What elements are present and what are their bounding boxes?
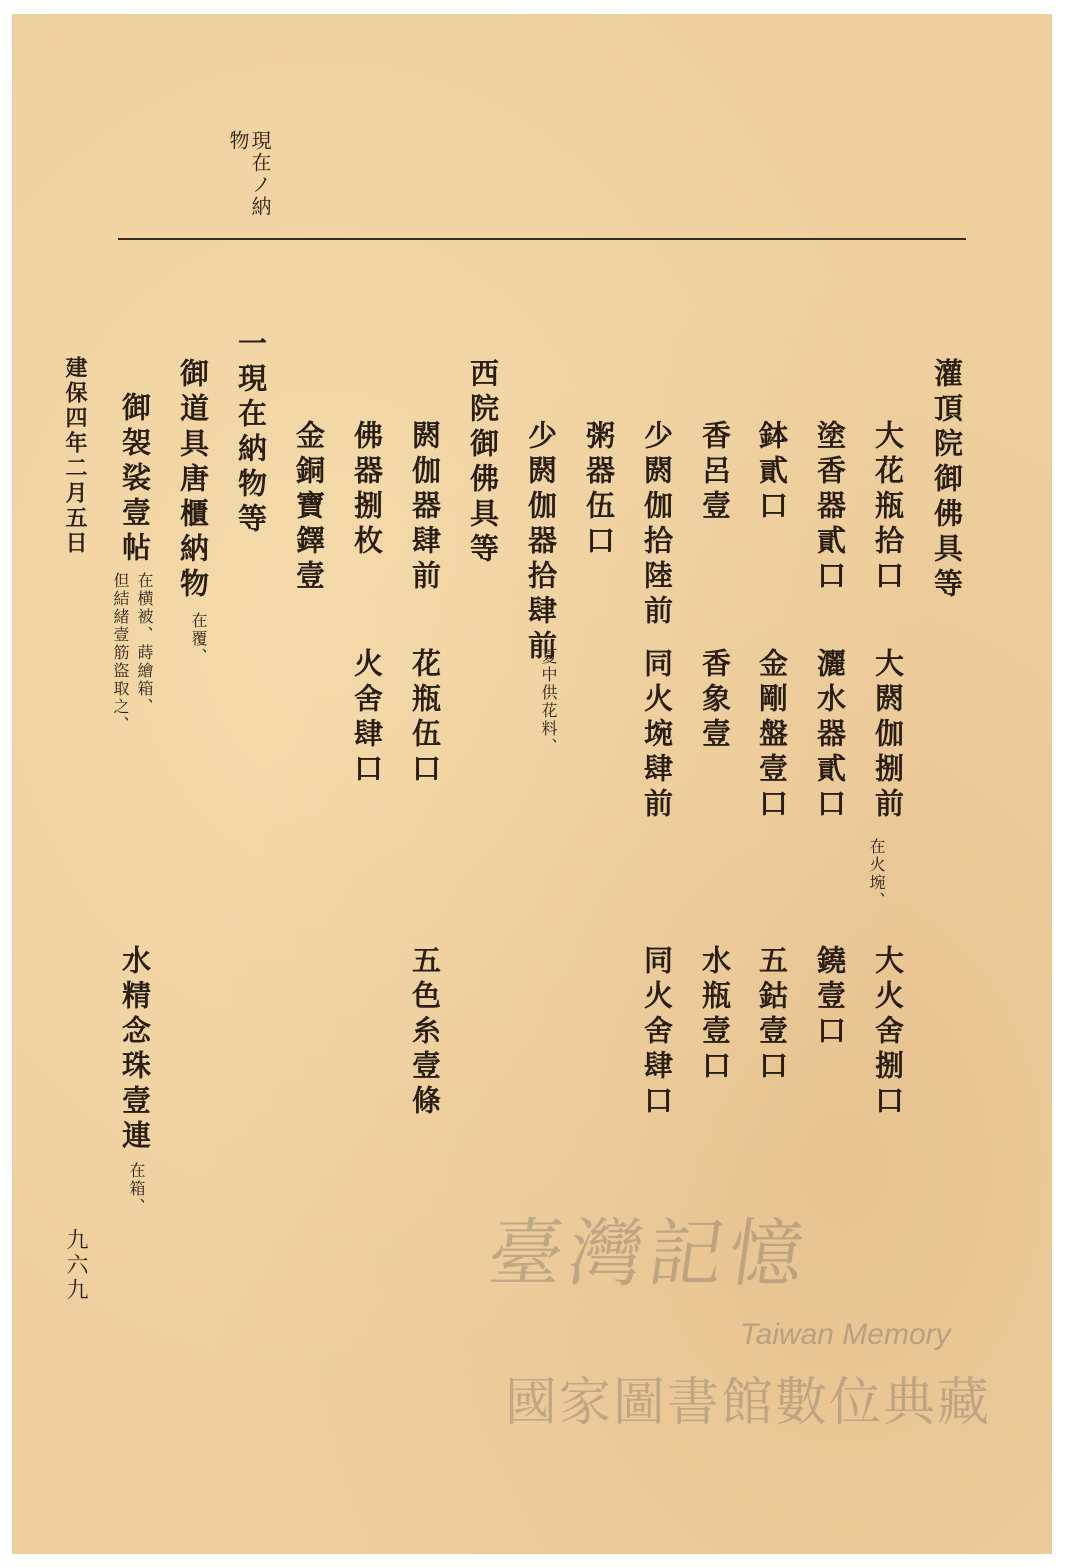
watermark-logo: 臺灣記憶 [483,1211,816,1297]
item-text: 鉢貳口 [755,420,789,525]
item-text: 花瓶伍口 [408,648,442,788]
item-text: 五色糸壹條 [408,945,442,1120]
item-note: 在覆、 [189,612,208,666]
item-text: 水瓶壹口 [698,945,732,1085]
item-text: 同火埦肆前 [640,648,674,823]
item-text: 火舍肆口 [350,648,384,788]
item-text: 香呂壹 [698,420,732,525]
item-note: 在火埦、 [867,838,886,910]
item-text: 金剛盤壹口 [755,648,789,823]
header-rule [118,238,966,240]
item-text: 香象壹 [698,648,732,753]
item-text: 大花瓶拾口 [871,420,905,595]
item-text: 閼伽器肆前 [408,420,442,595]
item-text: 大火舍捌口 [871,945,905,1120]
item-text: 少閼伽器拾肆前 [524,420,558,665]
item-text: 同火舍肆口 [640,945,674,1120]
item-text: 五鈷壹口 [755,945,789,1085]
item-note: 在箱、 [127,1162,146,1216]
item-text: 佛器捌枚 [350,420,384,560]
item-text: 金銅寶鐸壹 [292,420,326,595]
section-title-genzai: 一現在納物等 [234,328,268,538]
watermark-library: 國家圖書館數位典藏 [505,1373,992,1433]
item-note: 夏中供花料、 [539,648,558,756]
header-text: 現在ノ納 [248,130,272,218]
item-text: 御袈裟壹帖 [118,392,152,567]
item-text: 少閼伽拾陸前 [640,420,674,630]
item-note: 但結緒壹筋盜取之、 [111,572,130,734]
item-text: 塗香器貳口 [813,420,847,595]
section-title-saiin: 西院御佛具等 [466,358,500,568]
header-text-2: 物 [226,130,250,152]
item-text: 大閼伽捌前 [871,648,905,823]
watermark-english: Taiwan Memory [740,1318,951,1351]
item-text: 御道具唐櫃納物 [176,358,210,603]
section-title-kanjo: 灌頂院御佛具等 [930,358,964,603]
page-number: 九六九 [63,1228,88,1303]
item-note: 在横被、蒔繪箱、 [135,572,154,716]
date-text: 建保四年二月五日 [62,356,88,556]
item-text: 水精念珠壹連 [118,945,152,1155]
item-text: 粥器伍口 [582,420,616,560]
item-text: 鐃壹口 [813,945,847,1050]
item-text: 灑水器貳口 [813,648,847,823]
